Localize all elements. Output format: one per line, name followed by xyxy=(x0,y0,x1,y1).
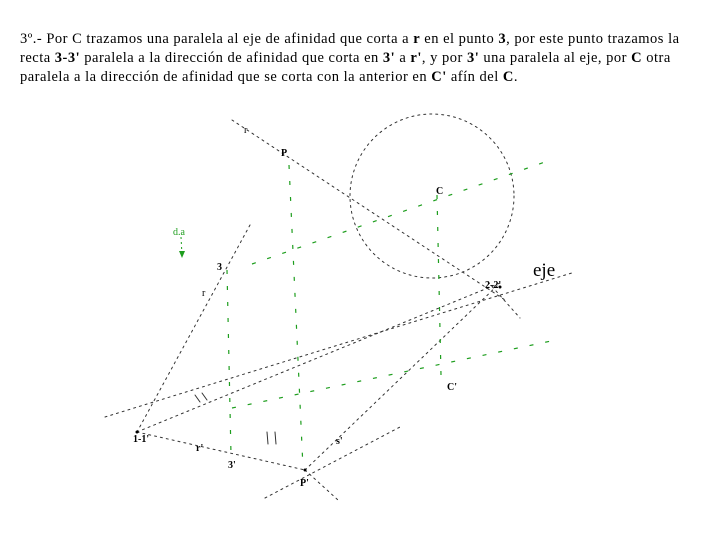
parallel-through-c xyxy=(252,162,545,264)
text-part: 3º.- Por C trazamos una paralela al eje de afinidad que corta a xyxy=(20,31,414,47)
label-2-2p: 2-2' xyxy=(485,280,502,291)
symbol-3: 3 xyxy=(498,31,507,47)
text-part: afín del xyxy=(446,69,503,85)
label-cp: C' xyxy=(447,382,457,393)
line-pp-ext xyxy=(305,470,338,500)
text-part: otra paralela a la dirección de afinidad que se corta con la anterior en xyxy=(20,50,671,85)
line-r xyxy=(232,120,505,300)
line-pp-2 xyxy=(305,283,500,470)
text-part: paralela a la dirección de afinidad que corta en xyxy=(80,50,383,66)
symbol-c: C xyxy=(502,69,514,85)
label-r-small: r xyxy=(202,288,206,299)
axis-eje xyxy=(105,272,575,417)
label-1-1p: 1-1' xyxy=(133,434,150,445)
label-p: P xyxy=(281,148,288,159)
affinity-direction-line xyxy=(437,195,441,375)
symbol-rp: r' xyxy=(410,50,422,66)
parallel-through-3p xyxy=(232,340,556,408)
point-pp xyxy=(304,469,307,472)
label-3: 3 xyxy=(217,262,222,273)
tick-mark xyxy=(267,432,268,444)
text-part: a xyxy=(395,50,411,66)
tick-mark xyxy=(202,393,207,400)
text-part: , por este punto trazamos la recta xyxy=(20,31,680,66)
symbol-cp: C' xyxy=(431,69,447,85)
affinity-direction-arrow xyxy=(179,237,185,258)
symbol-c: C xyxy=(631,50,643,66)
text-part: en el punto xyxy=(420,31,499,47)
label-c: C xyxy=(436,186,444,197)
label-rp: r' xyxy=(196,443,204,454)
circle-c xyxy=(350,114,514,278)
label-affinity-direction: d.a xyxy=(173,227,185,238)
symbol-3p: 3' xyxy=(466,50,480,66)
line-rp xyxy=(137,283,500,432)
tick-mark xyxy=(275,432,276,444)
tick-mark xyxy=(195,395,200,402)
symbol-3-3p: 3-3' xyxy=(54,50,81,66)
text-part: una paralela al eje, por xyxy=(479,50,632,66)
label-3p: 3' xyxy=(228,460,236,471)
label-eje: eje xyxy=(533,260,556,281)
label-pp: P' xyxy=(300,478,309,489)
line-sp xyxy=(265,427,400,498)
text-part: . xyxy=(513,69,518,85)
label-sp: s' xyxy=(336,436,343,447)
text-part: , y por xyxy=(421,50,467,66)
line-r-steep xyxy=(137,225,250,432)
affinity-direction-line xyxy=(289,165,303,468)
symbol-3p: 3' xyxy=(382,50,396,66)
label-r-top: r xyxy=(244,125,248,136)
symbol-r: r xyxy=(413,31,421,47)
line-1-pp xyxy=(137,432,305,470)
affinity-direction-line xyxy=(227,270,231,455)
